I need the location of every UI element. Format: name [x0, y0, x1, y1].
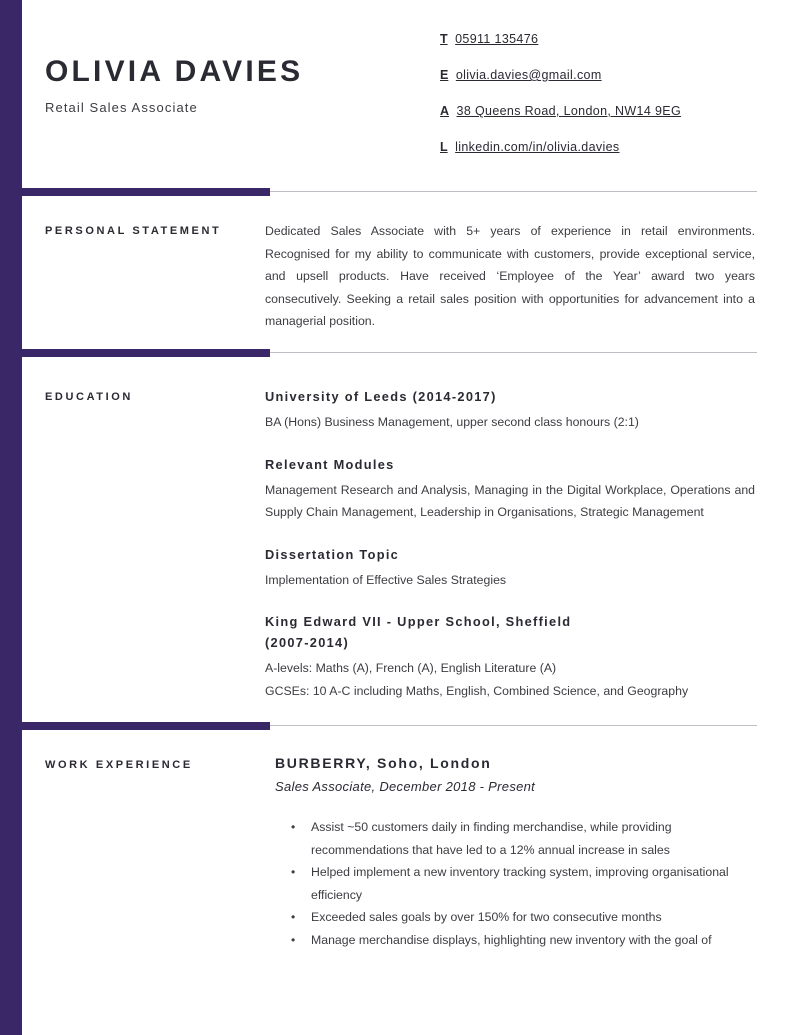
section-label-education: EDUCATION [45, 391, 133, 403]
education-entry-detail: A-levels: Maths (A), French (A), English Literature (A) [265, 661, 557, 675]
candidate-job-title: Retail Sales Associate [45, 100, 198, 115]
contact-key-email: E [440, 68, 449, 82]
contact-row-linkedin [440, 140, 760, 154]
contact-row-phone [440, 32, 760, 46]
contact-value-address[interactable]: 38 Queens Road, London, NW14 9EG [456, 104, 682, 118]
contact-value-phone[interactable]: 05911 135476 [455, 32, 539, 46]
divider-rule [270, 191, 757, 192]
contact-row-address [440, 104, 760, 118]
education-entry-detail: GCSEs: 10 A-C including Maths, English, Combined Science, and Geography [265, 683, 689, 698]
list-item: • Helped implement a new inventory tracking system, improving organisational efficiency [275, 861, 755, 906]
divider-bar [22, 188, 270, 196]
section-label-personal-statement: PERSONAL STATEMENT [45, 225, 222, 237]
left-accent-stripe [0, 0, 22, 1035]
education-entry-detail: Management Research and Analysis, Managing in the Digital Workplace, Operations and Supply Chain Management, Leadership in Organisations, Strategic Management [265, 482, 755, 519]
section-label-work-experience: WORK EXPERIENCE [45, 759, 193, 771]
education-entry-detail: Implementation of Effective Sales Strategies [265, 572, 507, 587]
contact-key-address: A [440, 104, 450, 118]
personal-statement-text: Dedicated Sales Associate with 5+ years of experience in retail environments. Recognised for my ability to communicate with customers, provide exceptional service, and upsell products. Have received ‘Employee of the Year’ award two years consecutively. Seeking a retail sales position with opportunities for advancement into a managerial position. [265, 224, 755, 328]
work-company-name: BURBERRY, Soho, London [275, 755, 492, 771]
divider-bar [22, 349, 270, 357]
education-entry [265, 611, 755, 702]
work-bullet-list [275, 816, 755, 951]
work-role-and-dates: Sales Associate, December 2018 - Present [275, 779, 536, 794]
education-entry [265, 454, 755, 524]
section-body-work-experience [275, 755, 755, 951]
contact-value-email[interactable]: olivia.davies@gmail.com [455, 68, 602, 82]
divider-rule [270, 352, 757, 353]
education-entry-title: University of Leeds (2014-2017) [265, 389, 497, 404]
resume-header [45, 55, 385, 115]
list-item: • Exceeded sales goals by over 150% for two consecutive months [275, 906, 755, 929]
education-entry-title: Dissertation Topic [265, 546, 400, 562]
divider-rule [270, 725, 757, 726]
divider-bar [22, 722, 270, 730]
education-entry-title: King Edward VII - Upper School, Sheffield (2007-2014) [265, 614, 572, 650]
list-item: • Manage merchandise displays, highlighting new inventory with the goal of [275, 929, 755, 952]
section-divider-education [22, 349, 757, 357]
education-entry-detail: BA (Hons) Business Management, upper second class honours (2:1) [265, 415, 639, 429]
contact-key-phone: T [440, 32, 448, 46]
section-divider-personal-statement [22, 188, 757, 196]
section-body-education [265, 386, 755, 702]
list-item: • Assist ~50 customers daily in finding merchandise, while providing recommendations that have led to a 12% annual increase in sales [275, 816, 755, 861]
education-entry [265, 544, 755, 592]
candidate-name: OLIVIA DAVIES [45, 55, 304, 88]
education-entry [265, 386, 755, 434]
contact-row-email [440, 68, 760, 82]
contact-value-linkedin[interactable]: linkedin.com/in/olivia.davies [455, 140, 620, 154]
section-body-personal-statement [265, 220, 755, 333]
contact-block [440, 32, 760, 154]
section-divider-work-experience [22, 722, 757, 730]
education-entry-title: Relevant Modules [265, 456, 395, 472]
contact-key-linkedin: L [440, 140, 448, 154]
